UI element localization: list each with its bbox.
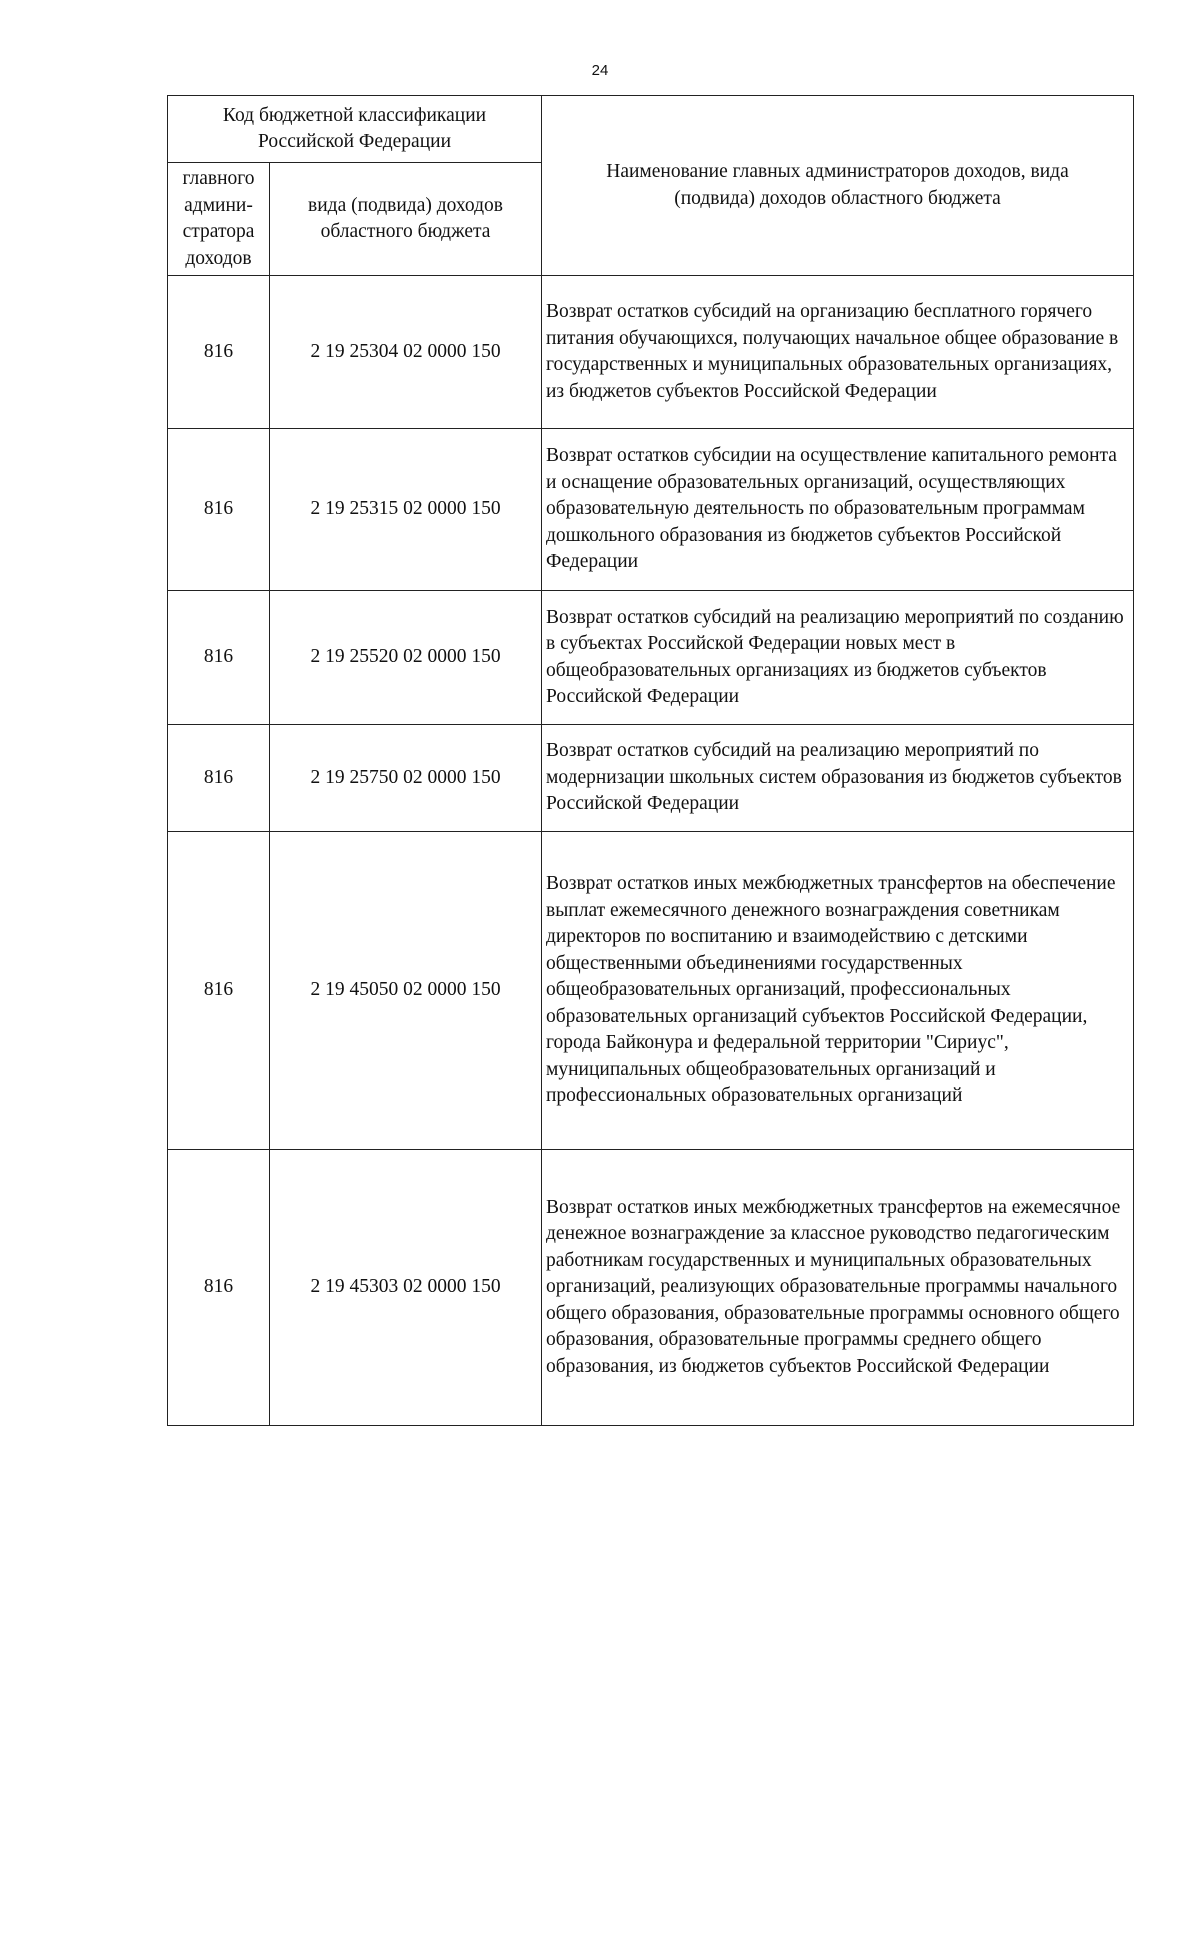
header-main-administrator xyxy=(168,163,270,276)
header-row-top xyxy=(168,96,1134,163)
admin-code-cell: 816 xyxy=(168,1150,270,1426)
admin-code-cell: 816 xyxy=(168,832,270,1150)
revenue-name-cell: Возврат остатков иных межбюджетных трансфертов на ежемесячное денежное вознаграждение за классное руководство педагогическим работникам государственных и муниципальных образовательных организаций, реализующих образовательные программы начального общего образования, образовательные программы основного общего образования, образовательные программы среднего общего образования, из бюджетов субъектов Российской Федерации xyxy=(542,1150,1134,1426)
header-name-label: Наименование главных администраторов доходов, вида (подвида) доходов областного бюджета xyxy=(606,161,1069,209)
page-number: 24 xyxy=(591,62,609,79)
table-row xyxy=(168,276,1134,429)
table-row xyxy=(168,591,1134,725)
revenue-name-cell: Возврат остатков субсидий на организацию бесплатного горячего питания обучающихся, получающих начальное общее образование в государственных и муниципальных образовательных организациях, из бюджетов субъектов Российской Федерации xyxy=(542,276,1134,429)
revenue-name-cell: Возврат остатков иных межбюджетных трансфертов на обеспечение выплат ежемесячного денежного вознаграждения советникам директоров по воспитанию и взаимодействию с детскими общественными объединениями государственных общеобразовательных организаций, профессиональных образовательных организаций субъектов Российской Федерации, города Байконура и федеральной территории "Сириус", муниципальных общеобразовательных организаций и профессиональных образовательных организаций xyxy=(542,832,1134,1150)
revenue-code-cell: 2 19 45303 02 0000 150 xyxy=(270,1150,542,1426)
header-administrator-name xyxy=(542,96,1134,276)
admin-code-cell: 816 xyxy=(168,725,270,832)
admin-code-cell: 816 xyxy=(168,591,270,725)
revenue-code-cell: 2 19 25520 02 0000 150 xyxy=(270,591,542,725)
header-revenue-type xyxy=(270,163,542,276)
revenue-code-cell: 2 19 45050 02 0000 150 xyxy=(270,832,542,1150)
header-code-label: вида (подвида) доходов областного бюджета xyxy=(308,194,503,242)
revenue-name-cell: Возврат остатков субсидий на реализацию мероприятий по созданию в субъектах Российской Федерации новых мест в общеобразовательных организациях из бюджетов субъектов Российской Федерации xyxy=(542,591,1134,725)
table-row xyxy=(168,832,1134,1150)
revenue-name-cell: Возврат остатков субсидий на реализацию мероприятий по модернизации школьных систем образования из бюджетов субъектов Российской Федерации xyxy=(542,725,1134,832)
table-row xyxy=(168,725,1134,832)
revenue-code-cell: 2 19 25315 02 0000 150 xyxy=(270,429,542,591)
revenue-code-cell: 2 19 25304 02 0000 150 xyxy=(270,276,542,429)
admin-code-cell: 816 xyxy=(168,276,270,429)
revenue-name-cell: Возврат остатков субсидии на осуществление капитального ремонта и оснащение образовательных организаций, осуществляющих образовательную деятельность по образовательным программам дошкольного образования из бюджетов субъектов Российской Федерации xyxy=(542,429,1134,591)
budget-classification-table xyxy=(167,95,1134,1426)
header-group-label: Код бюджетной классификации Российской Федерации xyxy=(222,104,487,152)
header-admin-label: главного админи-стратора доходов xyxy=(182,168,255,269)
header-budget-classification-code xyxy=(168,96,542,163)
revenue-code-cell: 2 19 25750 02 0000 150 xyxy=(270,725,542,832)
table-row xyxy=(168,429,1134,591)
admin-code-cell: 816 xyxy=(168,429,270,591)
table-row xyxy=(168,1150,1134,1426)
